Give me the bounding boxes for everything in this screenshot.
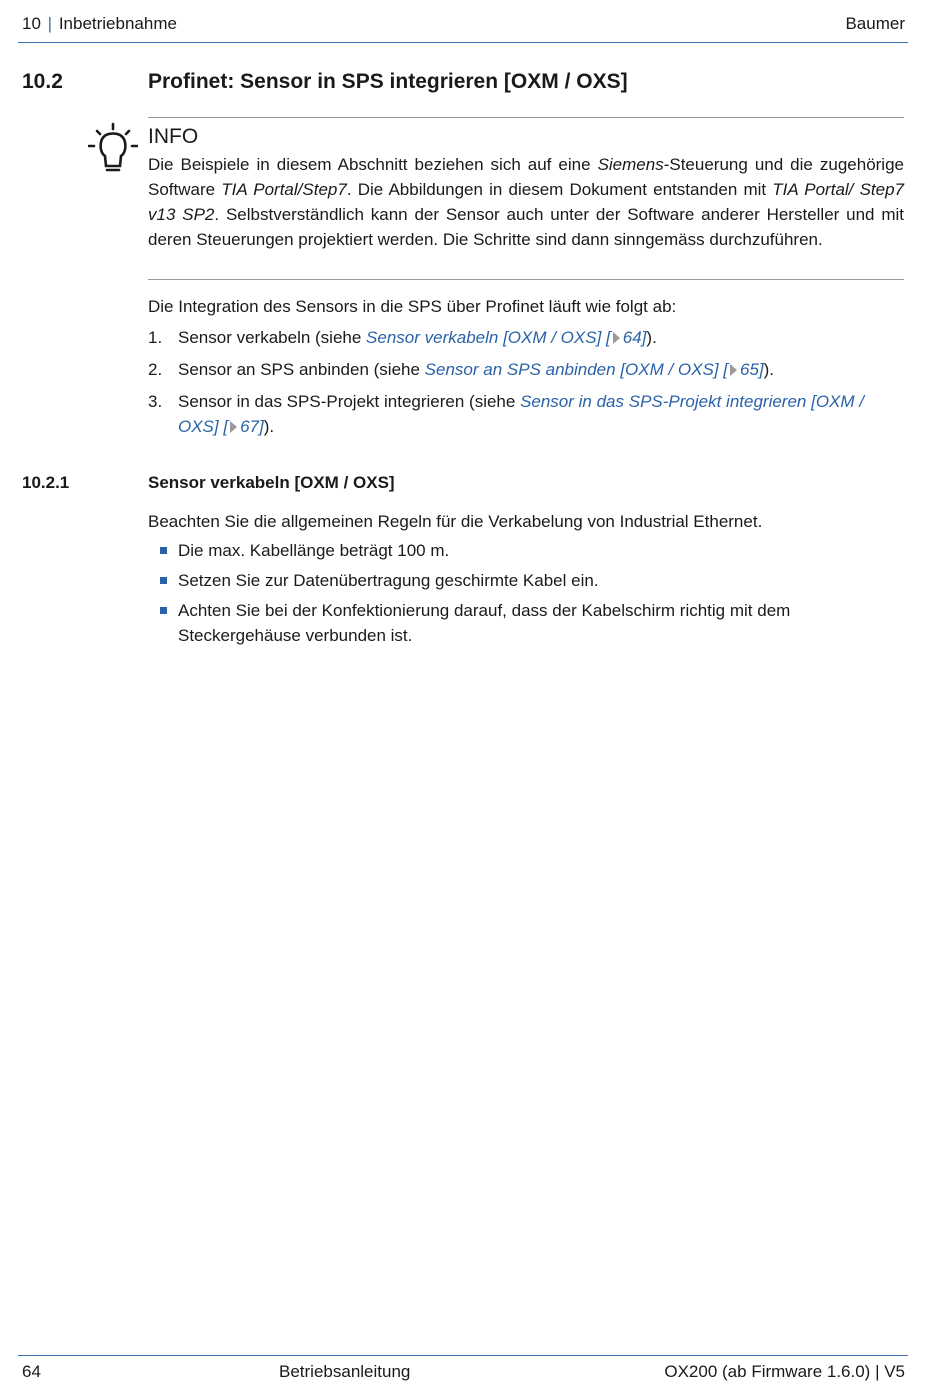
xref-link-sps-projekt[interactable]: Sensor in das SPS-Projekt integrieren [OXM / OXS] [ 67] xyxy=(178,392,864,436)
header-separator: | xyxy=(47,14,53,33)
page-arrow-icon xyxy=(230,421,237,433)
header-rule xyxy=(18,42,908,43)
brand-name: Baumer xyxy=(845,14,905,33)
xref-link-sensor-verkabeln[interactable]: Sensor verkabeln [OXM / OXS] [ 64] xyxy=(366,328,647,347)
document-type: Betriebsanleitung xyxy=(279,1362,411,1381)
chapter-title: Inbetriebnahme xyxy=(58,14,177,33)
bullet-square-icon xyxy=(160,547,167,554)
bullet-square-icon xyxy=(160,607,167,614)
lightbulb-icon xyxy=(88,122,138,174)
info-text: Die Beispiele in diesem Abschnitt beziehen sich auf eine Siemens-Steuerung und die zugehörige Software TIA Portal/Step7. Die Abbildungen in diesem Dokument entstanden mit TIA Portal/ Step7 v13 SP2. Selbstverständlich kann der Sensor auch unter der Software anderer Hersteller und mit deren Steuerungen projektiert werden. Die Schritte sind dann sinngemäss durchzuführen. xyxy=(148,155,905,249)
page-arrow-icon xyxy=(730,364,737,376)
step-number: 1. xyxy=(148,328,163,347)
running-header-chapter xyxy=(22,14,177,34)
xref-link-sensor-an-sps[interactable]: Sensor an SPS anbinden [OXM / OXS] [ 65] xyxy=(424,360,764,379)
list-item: Setzen Sie zur Datenübertragung geschirmte Kabel ein. xyxy=(148,568,904,593)
page-number: 64 xyxy=(22,1362,41,1381)
list-item: Die max. Kabellänge beträgt 100 m. xyxy=(148,538,904,563)
product-version: OX200 (ab Firmware 1.6.0) | V5 xyxy=(664,1362,905,1381)
info-title: INFO xyxy=(148,125,199,148)
subsection-title: Sensor verkabeln [OXM / OXS] xyxy=(148,473,395,492)
footer-rule xyxy=(18,1355,908,1356)
info-bottom-rule xyxy=(148,279,904,280)
section-number: 10.2 xyxy=(22,70,63,93)
bullet-square-icon xyxy=(160,577,167,584)
bullet-list xyxy=(148,538,904,653)
chapter-number: 10 xyxy=(22,14,41,33)
page-arrow-icon xyxy=(613,332,620,344)
subsection-paragraph: Beachten Sie die allgemeinen Regeln für die Verkabelung von Industrial Ethernet. xyxy=(148,512,763,531)
list-item: Achten Sie bei der Konfektionierung darauf, dass der Kabelschirm richtig mit dem Steckergehäuse verbunden ist. xyxy=(148,598,904,648)
step-list xyxy=(148,325,904,446)
list-item: 1. Sensor verkabeln (siehe Sensor verkabeln [OXM / OXS] [ 64]). xyxy=(148,325,904,350)
step-number: 2. xyxy=(148,360,163,379)
intro-paragraph: Die Integration des Sensors in die SPS über Profinet läuft wie folgt ab: xyxy=(148,297,677,316)
list-item: 3. Sensor in das SPS-Projekt integrieren (siehe Sensor in das SPS-Projekt integrieren [OXM / OXS] [ 67]). xyxy=(148,389,904,439)
subsection-number: 10.2.1 xyxy=(22,473,70,492)
section-title: Profinet: Sensor in SPS integrieren [OXM / OXS] xyxy=(148,70,628,93)
step-number: 3. xyxy=(148,392,163,411)
list-item: 2. Sensor an SPS anbinden (siehe Sensor an SPS anbinden [OXM / OXS] [ 65]). xyxy=(148,357,904,382)
info-top-rule xyxy=(148,117,904,118)
